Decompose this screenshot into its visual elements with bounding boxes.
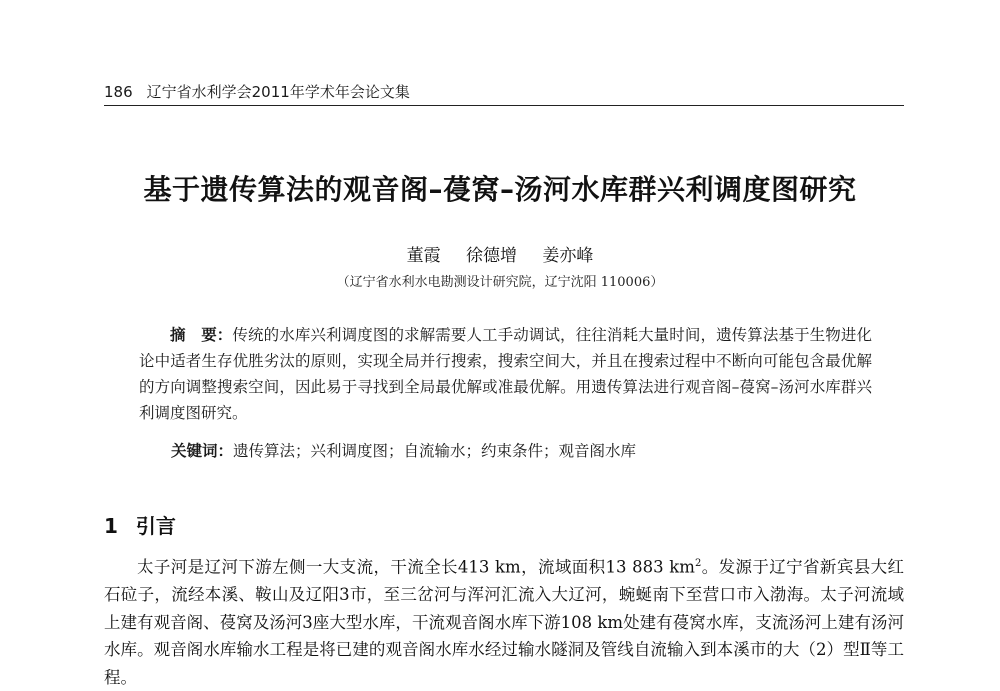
body-text: 。发源于辽宁省新宾县大红石砬子，流经本溪、鞍山及辽阳3市，至三岔河与浑河汇流入大辽河，蜿蜒南下至营口市入渤海。太子河流域上建有观音阁、葠窝及汤河3座大型水库，干流观音阁水库下游108 km处建有葠窝水库，支流汤河上建有汤河水库。观音阁水库输水工程是将已建的观音阁水库水经过输水隧洞及管线自流输入到本溪市的大（2）型Ⅱ等工程。: [104, 557, 904, 687]
author-name: 姜亦峰: [542, 246, 594, 266]
keywords: [171, 440, 871, 462]
keywords-text: 遗传算法；兴利调度图；自流输水；约束条件；观音阁水库: [233, 442, 637, 460]
abstract: [139, 322, 872, 426]
section-heading: [104, 510, 176, 539]
author-name: 董霞: [406, 246, 441, 266]
header-rule: [104, 105, 904, 106]
affiliation: （辽宁省水利水电勘测设计研究院，辽宁沈阳 110006）: [336, 275, 664, 290]
abstract-text: 传统的水库兴利调度图的求解需要人工手动调试，往往消耗大量时间，遗传算法基于生物进化论中适者生存优胜劣汰的原则，实现全局并行搜索，搜索空间大，并且在搜索过程中不断向可能包含最优解的方向调整搜索空间，因此易于寻找到全局最优解或准最优解。用遗传算法进行观音阁–葠窝–汤河水库群兴利调度图研究。: [139, 326, 872, 422]
running-header: [104, 82, 904, 102]
keywords-label: 关键词：: [171, 442, 234, 460]
body-paragraph: [104, 550, 904, 691]
body-text: 太子河是辽河下游左侧一大支流，干流全长413 km，流域面积13 883 km: [137, 557, 695, 577]
page-number: 186: [104, 83, 133, 101]
author-name: 徐德增: [466, 246, 517, 266]
paper-title: 基于遗传算法的观音阁–葠窝–汤河水库群兴利调度图研究: [143, 173, 857, 206]
journal-name: 辽宁省水利学会2011年学术年会论文集: [146, 83, 410, 101]
superscript: 2: [694, 558, 702, 569]
section-title: 引言: [135, 514, 176, 538]
abstract-label: 摘 要：: [170, 326, 233, 344]
section-number: 1: [104, 514, 118, 538]
author-list: [0, 241, 1000, 266]
